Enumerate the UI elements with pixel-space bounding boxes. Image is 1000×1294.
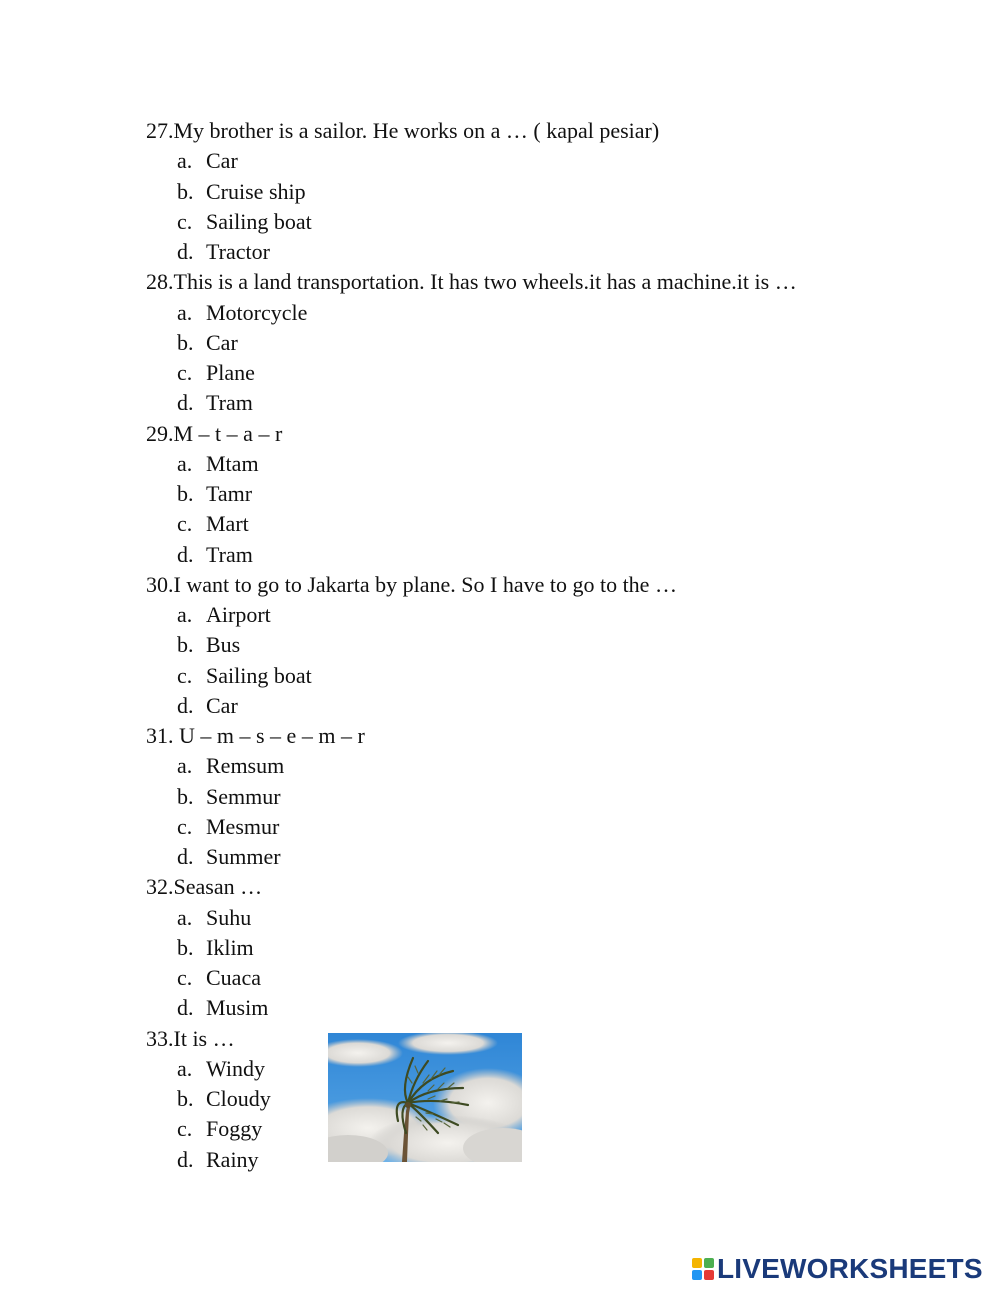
liveworksheets-logo (692, 1254, 983, 1284)
answer-option[interactable] (146, 963, 926, 993)
option-letter: d. (177, 995, 194, 1021)
option-letter: c. (177, 813, 193, 839)
option-text: Tamr (206, 481, 253, 506)
logo-square (692, 1270, 702, 1280)
option-text: Car (206, 692, 238, 718)
answer-option[interactable] (146, 177, 926, 207)
option-letter: d. (177, 844, 194, 869)
option-letter: b. (177, 178, 194, 204)
answer-option[interactable] (146, 600, 926, 630)
option-letter: a. (177, 602, 193, 627)
option-letter: d. (177, 541, 194, 567)
option-letter: b. (177, 632, 194, 658)
answer-option[interactable] (146, 1084, 926, 1114)
option-text: Iklim (206, 934, 254, 960)
windy-palm-tree-image (328, 1033, 522, 1162)
question-list (146, 116, 926, 1175)
answer-option[interactable] (146, 479, 926, 509)
answer-option[interactable] (146, 691, 926, 721)
option-text: Mtam (206, 450, 259, 476)
option-text: Tractor (206, 239, 270, 264)
option-letter: b. (177, 329, 194, 355)
option-letter: b. (177, 783, 194, 809)
answer-option[interactable] (146, 751, 926, 781)
option-letter: a. (177, 148, 193, 174)
answer-option[interactable] (146, 1054, 926, 1084)
option-text: Semmur (206, 783, 281, 809)
option-letter: d. (177, 692, 194, 718)
answer-option[interactable] (146, 298, 926, 328)
option-letter: a. (177, 299, 193, 325)
option-letter: d. (177, 390, 194, 416)
option-letter: c. (177, 208, 193, 234)
option-letter: a. (177, 450, 193, 476)
option-letter: d. (177, 239, 194, 264)
answer-option[interactable] (146, 449, 926, 479)
answer-option[interactable] (146, 812, 926, 842)
option-letter: c. (177, 662, 193, 688)
option-letter: c. (177, 360, 193, 385)
option-letter: a. (177, 904, 193, 930)
question-stem: 33.It is … (146, 1025, 235, 1051)
option-text: Cruise ship (206, 178, 306, 204)
question-stem: 30.I want to go to Jakarta by plane. So I have to go to the … (146, 571, 677, 597)
option-text: Car (206, 148, 238, 174)
question-stem: 29.M – t – a – r (146, 420, 283, 446)
answer-option[interactable] (146, 388, 926, 418)
question-stem: 28.This is a land transportation. It has two wheels.it has a machine.it is … (146, 269, 797, 295)
option-letter: c. (177, 965, 193, 990)
answer-option[interactable] (146, 933, 926, 963)
option-letter: c. (177, 1116, 193, 1142)
option-text: Mesmur (206, 813, 280, 839)
option-letter: b. (177, 1086, 194, 1111)
question-stem: 32.Seasan … (146, 874, 263, 900)
answer-option[interactable] (146, 630, 926, 660)
option-text: Musim (206, 995, 269, 1021)
option-letter: a. (177, 753, 193, 779)
answer-option[interactable] (146, 993, 926, 1023)
option-text: Airport (206, 602, 271, 627)
option-text: Remsum (206, 753, 285, 779)
question-stem: 31. U – m – s – e – m – r (146, 723, 365, 748)
option-text: Rainy (206, 1146, 259, 1172)
answer-option[interactable] (146, 1114, 926, 1144)
option-text: Suhu (206, 904, 252, 930)
option-text: Summer (206, 844, 281, 869)
answer-option[interactable] (146, 509, 926, 539)
answer-option[interactable] (146, 328, 926, 358)
answer-option[interactable] (146, 782, 926, 812)
answer-option[interactable] (146, 903, 926, 933)
option-text: Cloudy (206, 1086, 271, 1111)
answer-option[interactable] (146, 1145, 926, 1175)
option-text: Plane (206, 360, 255, 385)
option-text: Sailing boat (206, 662, 312, 688)
option-letter: a. (177, 1055, 193, 1081)
option-text: Mart (206, 511, 249, 537)
answer-option[interactable] (146, 146, 926, 176)
option-text: Car (206, 329, 238, 355)
answer-option[interactable] (146, 540, 926, 570)
option-text: Motorcycle (206, 299, 308, 325)
option-text: Sailing boat (206, 208, 312, 234)
logo-square (704, 1258, 714, 1268)
option-letter: b. (177, 481, 194, 506)
option-text: Windy (206, 1055, 265, 1081)
option-letter: b. (177, 934, 194, 960)
option-text: Tram (206, 390, 253, 416)
question-stem: 27.My brother is a sailor. He works on a … ( kapal pesiar) (146, 118, 660, 143)
option-text: Cuaca (206, 965, 261, 990)
option-letter: d. (177, 1146, 194, 1172)
logo-square (704, 1270, 714, 1280)
answer-option[interactable] (146, 237, 926, 267)
liveworksheets-logo-icon (692, 1258, 714, 1280)
answer-option[interactable] (146, 661, 926, 691)
option-text: Tram (206, 541, 253, 567)
option-text: Bus (206, 632, 241, 658)
option-letter: c. (177, 511, 193, 537)
brand-name: LIVEWORKSHEETS (717, 1253, 983, 1284)
answer-option[interactable] (146, 358, 926, 388)
logo-square (692, 1258, 702, 1268)
answer-option[interactable] (146, 207, 926, 237)
answer-option[interactable] (146, 842, 926, 872)
option-text: Foggy (206, 1116, 263, 1142)
